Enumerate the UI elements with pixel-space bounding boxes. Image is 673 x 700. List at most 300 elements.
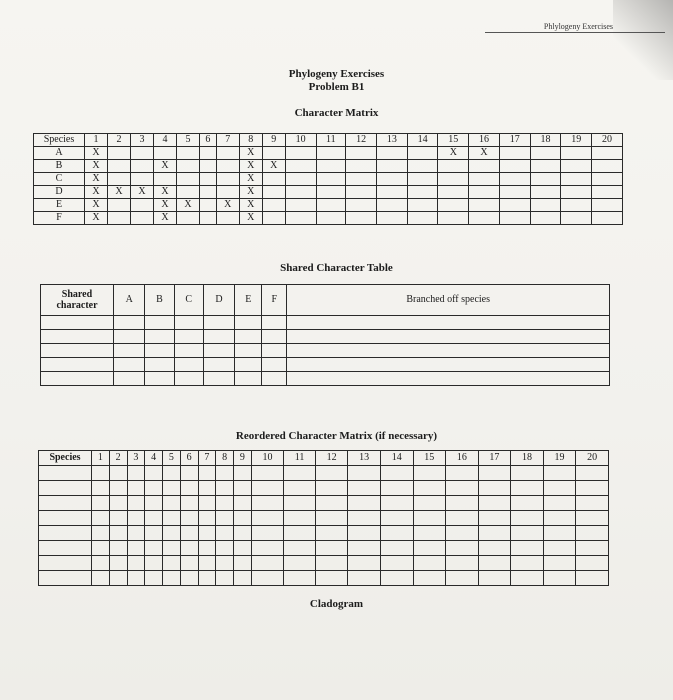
- reorder-blank-cell: [92, 556, 110, 571]
- shared-header-branched: Branched off species: [287, 285, 610, 316]
- matrix-cell: X: [239, 186, 262, 199]
- reorder-blank-cell: [413, 556, 446, 571]
- reorder-blank-cell: [478, 481, 511, 496]
- shared-blank-cell: [145, 344, 174, 358]
- reorder-blank-cell: [127, 526, 145, 541]
- shared-header-character: Shared character: [41, 285, 114, 316]
- reorder-blank-cell: [380, 541, 413, 556]
- matrix-cell: X: [131, 186, 154, 199]
- reorder-blank-cell: [315, 511, 348, 526]
- shared-blank-cell: [287, 372, 610, 386]
- reorder-blank-cell: [284, 571, 316, 586]
- matrix-cell: [407, 199, 438, 212]
- matrix-cell: [200, 160, 217, 173]
- reorder-header-character: 2: [109, 451, 127, 466]
- reorder-blank-cell: [163, 541, 181, 556]
- matrix-header-character: 1: [85, 134, 108, 147]
- matrix-cell: [499, 160, 530, 173]
- shared-blank-cell: [145, 316, 174, 330]
- matrix-cell: [200, 199, 217, 212]
- reorder-blank-cell: [109, 466, 127, 481]
- reorder-header-character: 19: [543, 451, 576, 466]
- reorder-blank-cell: [576, 481, 609, 496]
- reorder-blank-cell: [315, 466, 348, 481]
- matrix-row: [34, 147, 623, 160]
- matrix-cell: X: [216, 199, 239, 212]
- shared-blank-cell: [114, 358, 145, 372]
- shared-header-species: D: [203, 285, 234, 316]
- reorder-blank-cell: [478, 466, 511, 481]
- matrix-cell: [262, 199, 285, 212]
- shared-blank-cell: [203, 358, 234, 372]
- matrix-cell: [438, 173, 469, 186]
- matrix-cell: [469, 212, 500, 225]
- reorder-blank-row: [39, 496, 609, 511]
- reorder-blank-cell: [39, 481, 92, 496]
- reorder-blank-cell: [92, 541, 110, 556]
- reorder-blank-cell: [39, 466, 92, 481]
- matrix-cell: [216, 173, 239, 186]
- shared-blank-cell: [235, 344, 262, 358]
- reorder-blank-cell: [543, 526, 576, 541]
- reorder-header-character: 10: [251, 451, 284, 466]
- reorder-blank-cell: [348, 496, 381, 511]
- reorder-blank-cell: [127, 496, 145, 511]
- reorder-blank-cell: [234, 481, 252, 496]
- shared-blank-cell: [235, 358, 262, 372]
- reorder-blank-row: [39, 466, 609, 481]
- reorder-blank-cell: [234, 511, 252, 526]
- reorder-blank-cell: [127, 541, 145, 556]
- matrix-cell: [108, 212, 131, 225]
- reorder-blank-cell: [127, 511, 145, 526]
- reorder-blank-cell: [39, 571, 92, 586]
- matrix-cell: [530, 147, 561, 160]
- reorder-blank-cell: [348, 526, 381, 541]
- shared-blank-cell: [203, 330, 234, 344]
- reorder-blank-cell: [348, 466, 381, 481]
- matrix-row: [34, 160, 623, 173]
- shared-blank-cell: [262, 358, 287, 372]
- reorder-blank-cell: [216, 496, 234, 511]
- matrix-cell: [561, 212, 592, 225]
- shared-blank-cell: [41, 330, 114, 344]
- matrix-cell: [262, 147, 285, 160]
- matrix-cell: [592, 186, 623, 199]
- reorder-blank-cell: [478, 571, 511, 586]
- reorder-blank-cell: [576, 571, 609, 586]
- shared-blank-cell: [235, 316, 262, 330]
- reorder-blank-cell: [180, 496, 198, 511]
- reorder-blank-cell: [315, 541, 348, 556]
- matrix-species-cell: F: [34, 212, 85, 225]
- matrix-cell: [469, 160, 500, 173]
- reorder-blank-cell: [543, 556, 576, 571]
- shared-blank-cell: [203, 344, 234, 358]
- matrix-cell: [499, 212, 530, 225]
- reorder-header-character: 13: [348, 451, 381, 466]
- reorder-blank-cell: [180, 541, 198, 556]
- matrix-row: [34, 186, 623, 199]
- reorder-blank-cell: [145, 511, 163, 526]
- matrix-cell: [131, 173, 154, 186]
- shared-blank-row: [41, 330, 610, 344]
- reorder-header-character: 6: [180, 451, 198, 466]
- reorder-blank-cell: [127, 481, 145, 496]
- shared-blank-cell: [203, 372, 234, 386]
- shared-blank-cell: [174, 330, 203, 344]
- reorder-blank-cell: [145, 496, 163, 511]
- shared-header-species: A: [114, 285, 145, 316]
- reorder-blank-cell: [511, 556, 544, 571]
- reorder-blank-cell: [198, 481, 216, 496]
- matrix-cell: [316, 160, 346, 173]
- reorder-header-character: 7: [198, 451, 216, 466]
- reorder-blank-row: [39, 526, 609, 541]
- matrix-species-cell: D: [34, 186, 85, 199]
- reorder-blank-cell: [216, 526, 234, 541]
- matrix-cell: X: [154, 160, 177, 173]
- matrix-cell: [285, 186, 316, 199]
- reorder-blank-cell: [216, 541, 234, 556]
- reorder-blank-cell: [180, 481, 198, 496]
- reorder-blank-cell: [543, 496, 576, 511]
- reorder-blank-cell: [511, 526, 544, 541]
- matrix-header-character: 7: [216, 134, 239, 147]
- reorder-blank-cell: [216, 571, 234, 586]
- reorder-blank-cell: [145, 466, 163, 481]
- reorder-blank-cell: [446, 526, 479, 541]
- reorder-blank-cell: [284, 466, 316, 481]
- reorder-blank-cell: [413, 541, 446, 556]
- reorder-header-character: 1: [92, 451, 110, 466]
- shared-blank-cell: [114, 372, 145, 386]
- reorder-blank-cell: [348, 481, 381, 496]
- reorder-blank-cell: [284, 556, 316, 571]
- matrix-cell: [499, 186, 530, 199]
- reordered-matrix-body: [39, 466, 609, 586]
- shared-blank-cell: [114, 330, 145, 344]
- matrix-cell: [530, 160, 561, 173]
- matrix-cell: [177, 160, 200, 173]
- matrix-header-character: 9: [262, 134, 285, 147]
- matrix-header-character: 13: [376, 134, 407, 147]
- shared-blank-cell: [174, 358, 203, 372]
- reorder-blank-cell: [348, 511, 381, 526]
- reorder-blank-cell: [478, 511, 511, 526]
- matrix-cell: X: [177, 199, 200, 212]
- reorder-blank-cell: [39, 511, 92, 526]
- reorder-blank-cell: [413, 571, 446, 586]
- reorder-blank-cell: [163, 556, 181, 571]
- matrix-cell: X: [154, 199, 177, 212]
- reorder-blank-cell: [284, 526, 316, 541]
- reorder-blank-cell: [478, 541, 511, 556]
- reorder-blank-cell: [478, 556, 511, 571]
- reorder-blank-cell: [109, 556, 127, 571]
- matrix-cell: X: [239, 212, 262, 225]
- matrix-cell: X: [85, 186, 108, 199]
- reorder-blank-cell: [180, 466, 198, 481]
- reorder-header-character: 16: [446, 451, 479, 466]
- matrix-header-character: 17: [499, 134, 530, 147]
- matrix-cell: [407, 147, 438, 160]
- shared-blank-cell: [235, 372, 262, 386]
- matrix-cell: X: [85, 147, 108, 160]
- matrix-cell: [131, 199, 154, 212]
- matrix-species-cell: E: [34, 199, 85, 212]
- shared-blank-row: [41, 344, 610, 358]
- reorder-blank-cell: [284, 496, 316, 511]
- matrix-header-species: Species: [34, 134, 85, 147]
- reorder-blank-cell: [109, 526, 127, 541]
- matrix-cell: X: [85, 160, 108, 173]
- matrix-cell: [346, 186, 377, 199]
- shared-blank-cell: [114, 316, 145, 330]
- matrix-row: [34, 212, 623, 225]
- reorder-blank-cell: [446, 466, 479, 481]
- reorder-blank-cell: [446, 556, 479, 571]
- reorder-blank-row: [39, 481, 609, 496]
- main-title: Phylogeny Exercises: [288, 68, 385, 80]
- reorder-header-character: 3: [127, 451, 145, 466]
- reorder-blank-cell: [446, 511, 479, 526]
- reorder-blank-cell: [413, 526, 446, 541]
- matrix-cell: X: [154, 212, 177, 225]
- reorder-blank-cell: [543, 481, 576, 496]
- matrix-cell: [346, 173, 377, 186]
- reorder-blank-cell: [251, 526, 284, 541]
- shared-table-header-row: [41, 285, 610, 316]
- matrix-cell: X: [154, 186, 177, 199]
- matrix-header-character: 11: [316, 134, 346, 147]
- reorder-blank-cell: [284, 541, 316, 556]
- matrix-cell: [592, 160, 623, 173]
- matrix-cell: [407, 160, 438, 173]
- matrix-species-cell: B: [34, 160, 85, 173]
- matrix-cell: X: [262, 160, 285, 173]
- matrix-cell: [131, 147, 154, 160]
- matrix-cell: [407, 173, 438, 186]
- reorder-header-character: 20: [576, 451, 609, 466]
- reorder-blank-cell: [92, 481, 110, 496]
- matrix-cell: [200, 147, 217, 160]
- shared-blank-cell: [262, 316, 287, 330]
- matrix-cell: [376, 147, 407, 160]
- matrix-cell: [592, 212, 623, 225]
- matrix-cell: [285, 173, 316, 186]
- matrix-cell: [131, 212, 154, 225]
- matrix-cell: [285, 199, 316, 212]
- matrix-cell: [177, 147, 200, 160]
- character-matrix-header-row: [34, 134, 623, 147]
- reorder-blank-row: [39, 556, 609, 571]
- matrix-cell: [216, 212, 239, 225]
- reorder-blank-cell: [127, 571, 145, 586]
- reorder-blank-cell: [109, 571, 127, 586]
- reorder-blank-cell: [251, 481, 284, 496]
- reorder-blank-cell: [284, 481, 316, 496]
- reorder-header-character: 11: [284, 451, 316, 466]
- reorder-blank-cell: [511, 496, 544, 511]
- shared-blank-cell: [41, 372, 114, 386]
- reorder-blank-cell: [380, 496, 413, 511]
- reorder-header-character: 17: [478, 451, 511, 466]
- shared-header-species: C: [174, 285, 203, 316]
- matrix-cell: [376, 186, 407, 199]
- matrix-header-character: 6: [200, 134, 217, 147]
- reorder-header-character: 4: [145, 451, 163, 466]
- reorder-blank-cell: [145, 541, 163, 556]
- reorder-blank-cell: [576, 526, 609, 541]
- matrix-species-cell: A: [34, 147, 85, 160]
- matrix-cell: [376, 199, 407, 212]
- matrix-header-character: 16: [469, 134, 500, 147]
- matrix-cell: [216, 160, 239, 173]
- matrix-cell: [316, 212, 346, 225]
- matrix-cell: [407, 186, 438, 199]
- reorder-blank-cell: [511, 466, 544, 481]
- matrix-cell: [346, 160, 377, 173]
- matrix-cell: [200, 212, 217, 225]
- reorder-blank-cell: [234, 466, 252, 481]
- reorder-blank-cell: [413, 511, 446, 526]
- shared-header-species: F: [262, 285, 287, 316]
- reorder-blank-cell: [109, 511, 127, 526]
- reorder-blank-cell: [234, 496, 252, 511]
- matrix-cell: X: [438, 147, 469, 160]
- matrix-header-character: 19: [561, 134, 592, 147]
- character-matrix-body: [34, 147, 623, 225]
- shared-blank-cell: [262, 344, 287, 358]
- matrix-header-character: 15: [438, 134, 469, 147]
- matrix-cell: [346, 147, 377, 160]
- shared-table-title: Shared Character Table: [280, 262, 393, 274]
- reorder-blank-cell: [234, 526, 252, 541]
- reordered-title: Reordered Character Matrix (if necessary): [235, 430, 438, 442]
- reorder-blank-cell: [576, 556, 609, 571]
- reorder-blank-cell: [163, 496, 181, 511]
- matrix-cell: X: [239, 199, 262, 212]
- matrix-cell: [376, 173, 407, 186]
- matrix-cell: [154, 173, 177, 186]
- reordered-matrix-header-row: [39, 451, 609, 466]
- reorder-blank-cell: [380, 526, 413, 541]
- character-matrix-table: [33, 133, 623, 225]
- matrix-cell: [108, 160, 131, 173]
- reorder-blank-cell: [92, 496, 110, 511]
- reorder-blank-cell: [413, 481, 446, 496]
- matrix-cell: [561, 160, 592, 173]
- reorder-blank-cell: [315, 571, 348, 586]
- matrix-cell: [438, 199, 469, 212]
- reorder-blank-cell: [180, 571, 198, 586]
- matrix-cell: [561, 186, 592, 199]
- shared-blank-cell: [41, 358, 114, 372]
- matrix-row: [34, 199, 623, 212]
- reorder-blank-cell: [216, 511, 234, 526]
- matrix-cell: [530, 186, 561, 199]
- reorder-blank-cell: [163, 481, 181, 496]
- reorder-blank-cell: [127, 556, 145, 571]
- reorder-blank-cell: [145, 481, 163, 496]
- reorder-blank-cell: [198, 571, 216, 586]
- matrix-cell: X: [85, 212, 108, 225]
- reorder-blank-cell: [511, 511, 544, 526]
- reorder-blank-cell: [315, 526, 348, 541]
- matrix-cell: [216, 147, 239, 160]
- matrix-cell: X: [108, 186, 131, 199]
- matrix-species-cell: C: [34, 173, 85, 186]
- reorder-blank-cell: [198, 496, 216, 511]
- reorder-header-character: 15: [413, 451, 446, 466]
- reorder-blank-cell: [92, 466, 110, 481]
- reorder-blank-cell: [145, 526, 163, 541]
- reorder-header-character: 12: [315, 451, 348, 466]
- reorder-blank-cell: [315, 556, 348, 571]
- reorder-blank-cell: [576, 541, 609, 556]
- matrix-header-character: 4: [154, 134, 177, 147]
- reorder-blank-cell: [315, 481, 348, 496]
- reorder-blank-cell: [198, 541, 216, 556]
- cladogram-title: Cladogram: [309, 598, 364, 610]
- reorder-blank-cell: [198, 526, 216, 541]
- matrix-cell: [177, 212, 200, 225]
- shared-blank-cell: [287, 330, 610, 344]
- reorder-blank-cell: [446, 496, 479, 511]
- matrix-header-character: 8: [239, 134, 262, 147]
- reorder-blank-cell: [180, 511, 198, 526]
- reorder-blank-cell: [380, 511, 413, 526]
- reorder-blank-cell: [216, 466, 234, 481]
- reorder-blank-cell: [251, 556, 284, 571]
- matrix-cell: [346, 199, 377, 212]
- reorder-blank-row: [39, 511, 609, 526]
- reorder-blank-cell: [543, 511, 576, 526]
- shared-character-table: [40, 284, 610, 386]
- matrix-cell: [376, 212, 407, 225]
- matrix-cell: [200, 173, 217, 186]
- matrix-cell: [407, 212, 438, 225]
- reorder-blank-cell: [511, 541, 544, 556]
- matrix-cell: [438, 160, 469, 173]
- reorder-blank-cell: [543, 571, 576, 586]
- matrix-cell: [592, 173, 623, 186]
- reorder-blank-cell: [39, 526, 92, 541]
- shared-header-species: E: [235, 285, 262, 316]
- shared-blank-cell: [145, 372, 174, 386]
- reorder-blank-cell: [163, 526, 181, 541]
- shared-blank-cell: [174, 344, 203, 358]
- shared-table-body: [41, 316, 610, 386]
- reorder-blank-cell: [39, 496, 92, 511]
- reorder-header-character: 8: [216, 451, 234, 466]
- matrix-cell: [177, 173, 200, 186]
- matrix-header-character: 2: [108, 134, 131, 147]
- header-rule: [485, 32, 665, 33]
- reorder-blank-cell: [180, 556, 198, 571]
- matrix-header-character: 20: [592, 134, 623, 147]
- reorder-blank-cell: [511, 481, 544, 496]
- reorder-blank-cell: [216, 556, 234, 571]
- reorder-blank-cell: [413, 496, 446, 511]
- matrix-cell: [499, 199, 530, 212]
- matrix-cell: [592, 147, 623, 160]
- reorder-blank-cell: [251, 541, 284, 556]
- matrix-cell: [316, 147, 346, 160]
- reorder-blank-cell: [380, 466, 413, 481]
- reorder-blank-cell: [163, 571, 181, 586]
